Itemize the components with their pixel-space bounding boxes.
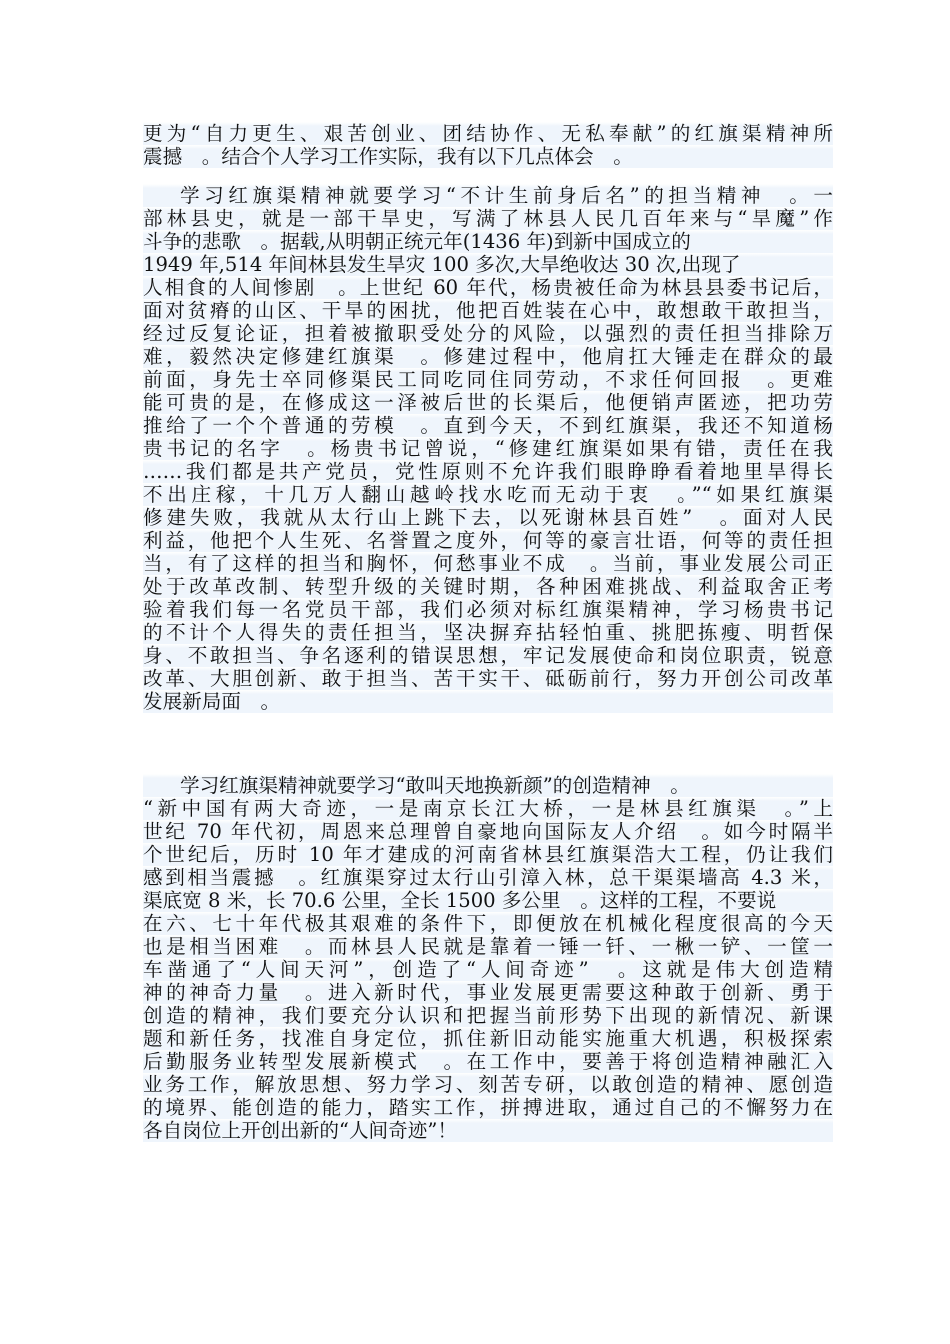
text-line: 人相食的人间惨剧 。上世纪 60 年代，杨贵被任命为林县县委书记后， [143,276,833,299]
text-line: 斗争的悲歌 。据载,从明朝正统元年(1436 年)到新中国成立的 [143,230,833,253]
text-line: 处于改革改制、转型升级的关键时期，各种困难挑战、利益取舍正考 [143,575,833,598]
text-line: 经过反复论证，担着被撤职受处分的风险，以强烈的责任担当排除万 [143,322,833,345]
text-line: 发展新局面 。 [143,690,833,713]
text-line: 学习红旗渠精神就要学习“不计生前身后名”的担当精神 。一 [143,184,833,207]
text-line: 业务工作，解放思想、努力学习、刻苦专研，以敢创造的精神、愿创造 [143,1073,833,1096]
text-line: 的不计个人得失的责任担当，坚决摒弃拈轻怕重、挑肥拣瘦、明哲保 [143,621,833,644]
text-line: 推给了一个个普通的劳模 。直到今天，不到红旗渠，我还不知道杨 [143,414,833,437]
text-line: 也是相当困难 。而林县人民就是靠着一锤一钎、一楸一铲、一筐一 [143,935,833,958]
text-line: 感到相当震撼 。红旗渠穿过太行山引漳入林，总干渠渠墙高 4.3 米， [143,866,833,889]
text-line: ……我们都是共产党员，党性原则不允许我们眼睁睁看着地里旱得长 [143,460,833,483]
text-line: 的境界、能创造的能力，踏实工作，拼搏进取，通过自己的不懈努力在 [143,1096,833,1119]
text-line: 更为“自力更生、艰苦创业、团结协作、无私奉献”的红旗渠精神所 [143,122,833,145]
text-line: 不出庄稼，十几万人翻山越岭找水吃而无动于衷 。”“如果红旗渠 [143,483,833,506]
text-line: 修建失败，我就从太行山上跳下去，以死谢林县百姓” 。面对人民 [143,506,833,529]
text-line: 题和新任务，找准自身定位，抓住新旧动能实施重大机遇，积极探索 [143,1027,833,1050]
text-line: 当，有了这样的担当和胸怀，何愁事业不成 。当前，事业发展公司正 [143,552,833,575]
text-line: 车凿通了“人间天河”，创造了“人间奇迹” 。这就是伟大创造精 [143,958,833,981]
text-line: 在六、七十年代极其艰难的条件下，即便放在机械化程度很高的今天 [143,912,833,935]
paragraph-responsibility-spirit [143,184,833,713]
text-line: 学习红旗渠精神就要学习“敢叫天地换新颜”的创造精神 。 [143,774,833,797]
text-line: 后勤服务业转型发展新模式 。在工作中，要善于将创造精神融汇入 [143,1050,833,1073]
text-line: 创造的精神，我们要充分认识和把握当前形势下出现的新情况、新课 [143,1004,833,1027]
text-line: 部林县史，就是一部干旱史，写满了林县人民几百年来与“旱魔”作 [143,207,833,230]
text-line: 改革、大胆创新、敢于担当、苦干实干、砥砺前行，努力开创公司改革 [143,667,833,690]
text-line: 前面，身先士卒同修渠民工同吃同住同劳动，不求任何回报 。更难 [143,368,833,391]
text-line: 各自岗位上开创出新的“人间奇迹”！ [143,1119,833,1142]
text-line: 世纪 70 年代初，周恩来总理曾自豪地向国际友人介绍 。如今时隔半 [143,820,833,843]
text-line: 震撼 。结合个人学习工作实际，我有以下几点体会 。 [143,145,833,168]
text-line: 神的神奇力量 。进入新时代，事业发展更需要这种敢于创新、勇于 [143,981,833,1004]
text-line: 能可贵的是，在修成这一泽被后世的长渠后，他便销声匿迹，把功劳 [143,391,833,414]
text-line: 个世纪后，历时 10 年才建成的河南省林县红旗渠浩大工程，仍让我们 [143,843,833,866]
text-line: 1949 年,514 年间林县发生旱灾 100 多次,大旱绝收达 30 次,出现了 [143,253,833,276]
text-line: 利益，他把个人生死、名誉置之度外，何等的豪言壮语，何等的责任担 [143,529,833,552]
text-line: 面对贫瘠的山区、干旱的困扰，他把百姓装在心中，敢想敢干敢担当， [143,299,833,322]
text-line: 验着我们每一名党员干部，我们必须对标红旗渠精神，学习杨贵书记 [143,598,833,621]
paragraph-creative-spirit [143,774,833,1142]
paragraph-intro-continuation [143,122,833,168]
text-line: 身、不敢担当、争名逐利的错误思想，牢记发展使命和岗位职责，锐意 [143,644,833,667]
text-line: 贵书记的名字 。杨贵书记曾说，“修建红旗渠如果有错，责任在我 [143,437,833,460]
text-line: “新中国有两大奇迹，一是南京长江大桥，一是林县红旗渠 。”上 [143,797,833,820]
text-line: 渠底宽 8 米，长 70.6 公里，全长 1500 多公里 。这样的工程，不要说 [143,889,833,912]
text-line: 难，毅然决定修建红旗渠 。修建过程中，他肩扛大锤走在群众的最 [143,345,833,368]
